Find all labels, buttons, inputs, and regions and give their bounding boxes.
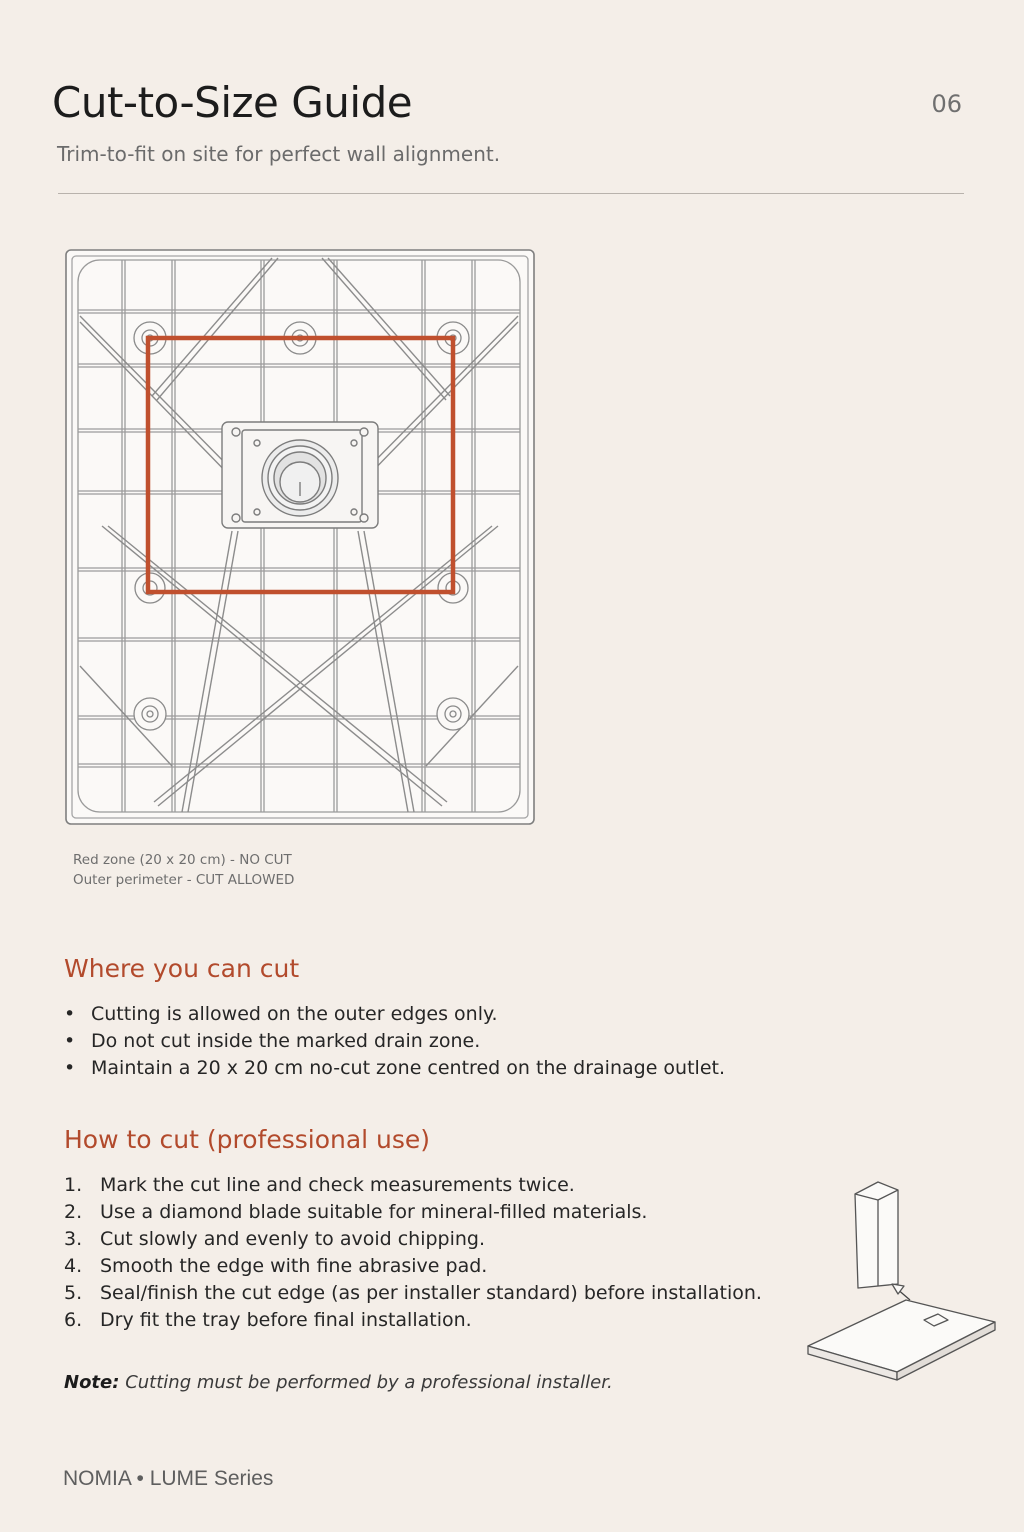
- where-list: [64, 1001, 725, 1082]
- page-title: Cut-to-Size Guide: [52, 78, 413, 127]
- step-item: [64, 1172, 762, 1199]
- how-heading: How to cut (professional use): [64, 1125, 431, 1154]
- list-item-text: Maintain a 20 x 20 cm no-cut zone centred on the drainage outlet.: [91, 1057, 726, 1079]
- note-text: Cutting must be performed by a professional installer.: [125, 1372, 613, 1393]
- step-item: [64, 1199, 762, 1226]
- list-item: [64, 1055, 725, 1082]
- step-text: Use a diamond blade suitable for mineral-filled materials.: [100, 1201, 648, 1223]
- footer-brand: NOMIA • LUME Series: [63, 1467, 274, 1490]
- removed-strip: [855, 1182, 898, 1288]
- step-item: [64, 1226, 762, 1253]
- step-text: Cut slowly and evenly to avoid chipping.: [100, 1228, 486, 1250]
- step-text: Mark the cut line and check measurements twice.: [100, 1174, 575, 1196]
- step-number: 1.: [64, 1174, 83, 1196]
- bullet-marker: •: [64, 1003, 76, 1025]
- note-label: Note:: [64, 1372, 120, 1393]
- tray-underside-diagram: [62, 246, 540, 828]
- where-heading: Where you can cut: [64, 954, 300, 983]
- list-item: [64, 1001, 725, 1028]
- step-item: [64, 1280, 762, 1307]
- bullet-marker: •: [64, 1057, 76, 1079]
- diagram-caption: [73, 850, 294, 890]
- step-text: Seal/finish the cut edge (as per installer standard) before installation.: [100, 1282, 762, 1304]
- caption-cut-allowed: Outer perimeter - CUT ALLOWED: [73, 872, 295, 888]
- header-divider: [58, 193, 964, 194]
- list-item-text: Do not cut inside the marked drain zone.: [91, 1030, 481, 1052]
- step-number: 4.: [64, 1255, 83, 1277]
- step-number: 6.: [64, 1309, 83, 1331]
- page-subtitle: Trim-to-fit on site for perfect wall alignment.: [57, 142, 501, 166]
- step-text: Smooth the edge with fine abrasive pad.: [100, 1255, 488, 1277]
- list-item: [64, 1028, 725, 1055]
- caption-no-cut: Red zone (20 x 20 cm) - NO CUT: [73, 852, 292, 868]
- step-number: 2.: [64, 1201, 83, 1223]
- page-number: 06: [931, 90, 962, 118]
- step-number: 3.: [64, 1228, 83, 1250]
- installer-note: [64, 1372, 613, 1393]
- drain-outlet: [222, 422, 378, 528]
- how-steps: [64, 1172, 762, 1334]
- step-number: 5.: [64, 1282, 83, 1304]
- step-item: [64, 1307, 762, 1334]
- step-item: [64, 1253, 762, 1280]
- step-text: Dry fit the tray before final installation.: [100, 1309, 472, 1331]
- cut-piece-illustration: [800, 1176, 1000, 1396]
- bullet-marker: •: [64, 1030, 76, 1052]
- list-item-text: Cutting is allowed on the outer edges only.: [91, 1003, 498, 1025]
